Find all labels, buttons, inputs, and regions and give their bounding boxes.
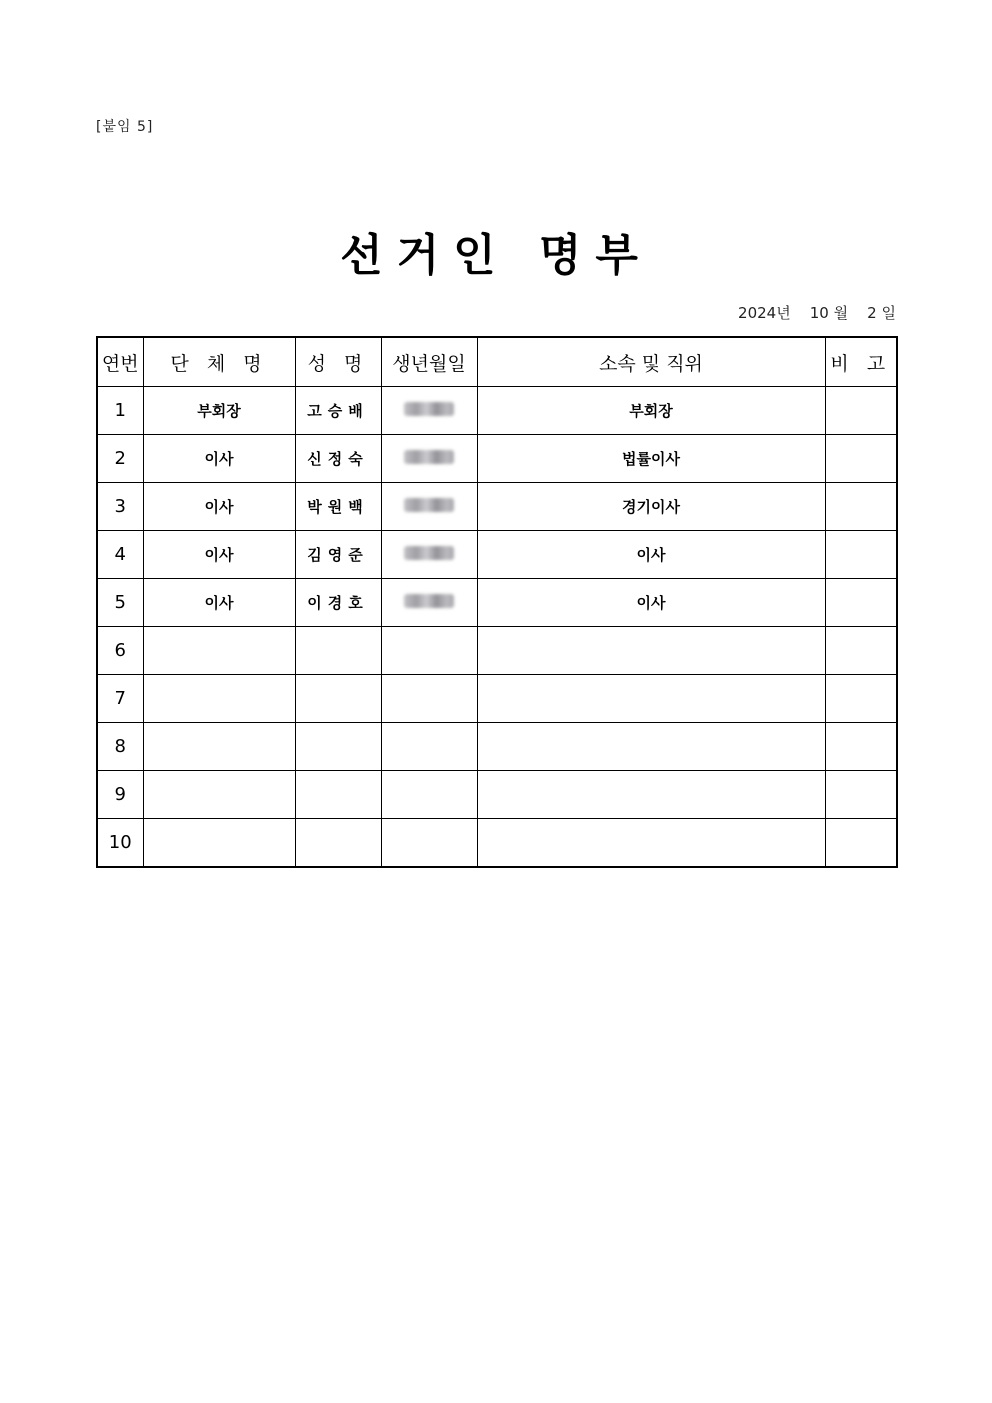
organization-cell: 부회장 — [143, 387, 295, 435]
position-cell: 이사 — [477, 531, 825, 579]
birthdate-cell — [381, 771, 477, 819]
table-row — [97, 627, 897, 675]
birthdate-cell — [381, 531, 477, 579]
organization-cell: 이사 — [143, 435, 295, 483]
row-number: 7 — [97, 675, 143, 723]
note-cell — [825, 579, 897, 627]
table-row — [97, 483, 897, 531]
table-header-row — [97, 337, 897, 387]
note-cell — [825, 723, 897, 771]
redacted-birthdate — [404, 594, 454, 608]
note-cell — [825, 771, 897, 819]
table-row — [97, 579, 897, 627]
birthdate-cell — [381, 675, 477, 723]
birthdate-cell — [381, 723, 477, 771]
name-cell — [295, 723, 381, 771]
redacted-birthdate — [404, 450, 454, 464]
row-number: 5 — [97, 579, 143, 627]
attachment-label: [붙임 5] — [96, 119, 154, 135]
column-header-note: 비 고 — [825, 337, 897, 387]
name-cell: 고승배 — [295, 387, 381, 435]
table-row — [97, 819, 897, 868]
note-cell — [825, 627, 897, 675]
table-row — [97, 435, 897, 483]
column-header-position: 소속 및 직위 — [477, 337, 825, 387]
table-row — [97, 675, 897, 723]
name-cell — [295, 675, 381, 723]
birthdate-cell — [381, 627, 477, 675]
table-row — [97, 723, 897, 771]
name-cell — [295, 819, 381, 868]
position-cell — [477, 771, 825, 819]
name-cell: 김영준 — [295, 531, 381, 579]
name-cell: 이경호 — [295, 579, 381, 627]
page-title: 선거인 명부 — [340, 230, 652, 281]
row-number: 3 — [97, 483, 143, 531]
organization-cell — [143, 723, 295, 771]
table-body — [97, 387, 897, 868]
position-cell: 법률이사 — [477, 435, 825, 483]
position-cell: 경기이사 — [477, 483, 825, 531]
redacted-birthdate — [404, 498, 454, 512]
position-cell — [477, 627, 825, 675]
column-header-birthdate: 생년월일 — [381, 337, 477, 387]
organization-cell — [143, 675, 295, 723]
organization-cell — [143, 819, 295, 868]
row-number: 1 — [97, 387, 143, 435]
row-number: 2 — [97, 435, 143, 483]
position-cell — [477, 675, 825, 723]
note-cell — [825, 387, 897, 435]
birthdate-cell — [381, 435, 477, 483]
column-header-number: 연번 — [97, 337, 143, 387]
note-cell — [825, 531, 897, 579]
column-header-organization: 단 체 명 — [143, 337, 295, 387]
row-number: 4 — [97, 531, 143, 579]
table-row — [97, 387, 897, 435]
name-cell: 신정숙 — [295, 435, 381, 483]
row-number: 6 — [97, 627, 143, 675]
row-number: 10 — [97, 819, 143, 868]
table-row — [97, 531, 897, 579]
position-cell: 부회장 — [477, 387, 825, 435]
birthdate-cell — [381, 579, 477, 627]
note-cell — [825, 819, 897, 868]
birthdate-cell — [381, 483, 477, 531]
position-cell — [477, 723, 825, 771]
document-date: 2024년 10 월 2 일 — [738, 304, 896, 322]
note-cell — [825, 483, 897, 531]
column-header-name: 성 명 — [295, 337, 381, 387]
organization-cell: 이사 — [143, 579, 295, 627]
row-number: 9 — [97, 771, 143, 819]
table-row — [97, 771, 897, 819]
note-cell — [825, 435, 897, 483]
birthdate-cell — [381, 387, 477, 435]
organization-cell: 이사 — [143, 483, 295, 531]
row-number: 8 — [97, 723, 143, 771]
position-cell — [477, 819, 825, 868]
position-cell: 이사 — [477, 579, 825, 627]
name-cell: 박원백 — [295, 483, 381, 531]
organization-cell — [143, 627, 295, 675]
note-cell — [825, 675, 897, 723]
name-cell — [295, 771, 381, 819]
voter-roster-table — [96, 336, 898, 868]
birthdate-cell — [381, 819, 477, 868]
organization-cell — [143, 771, 295, 819]
redacted-birthdate — [404, 546, 454, 560]
name-cell — [295, 627, 381, 675]
organization-cell: 이사 — [143, 531, 295, 579]
redacted-birthdate — [404, 402, 454, 416]
